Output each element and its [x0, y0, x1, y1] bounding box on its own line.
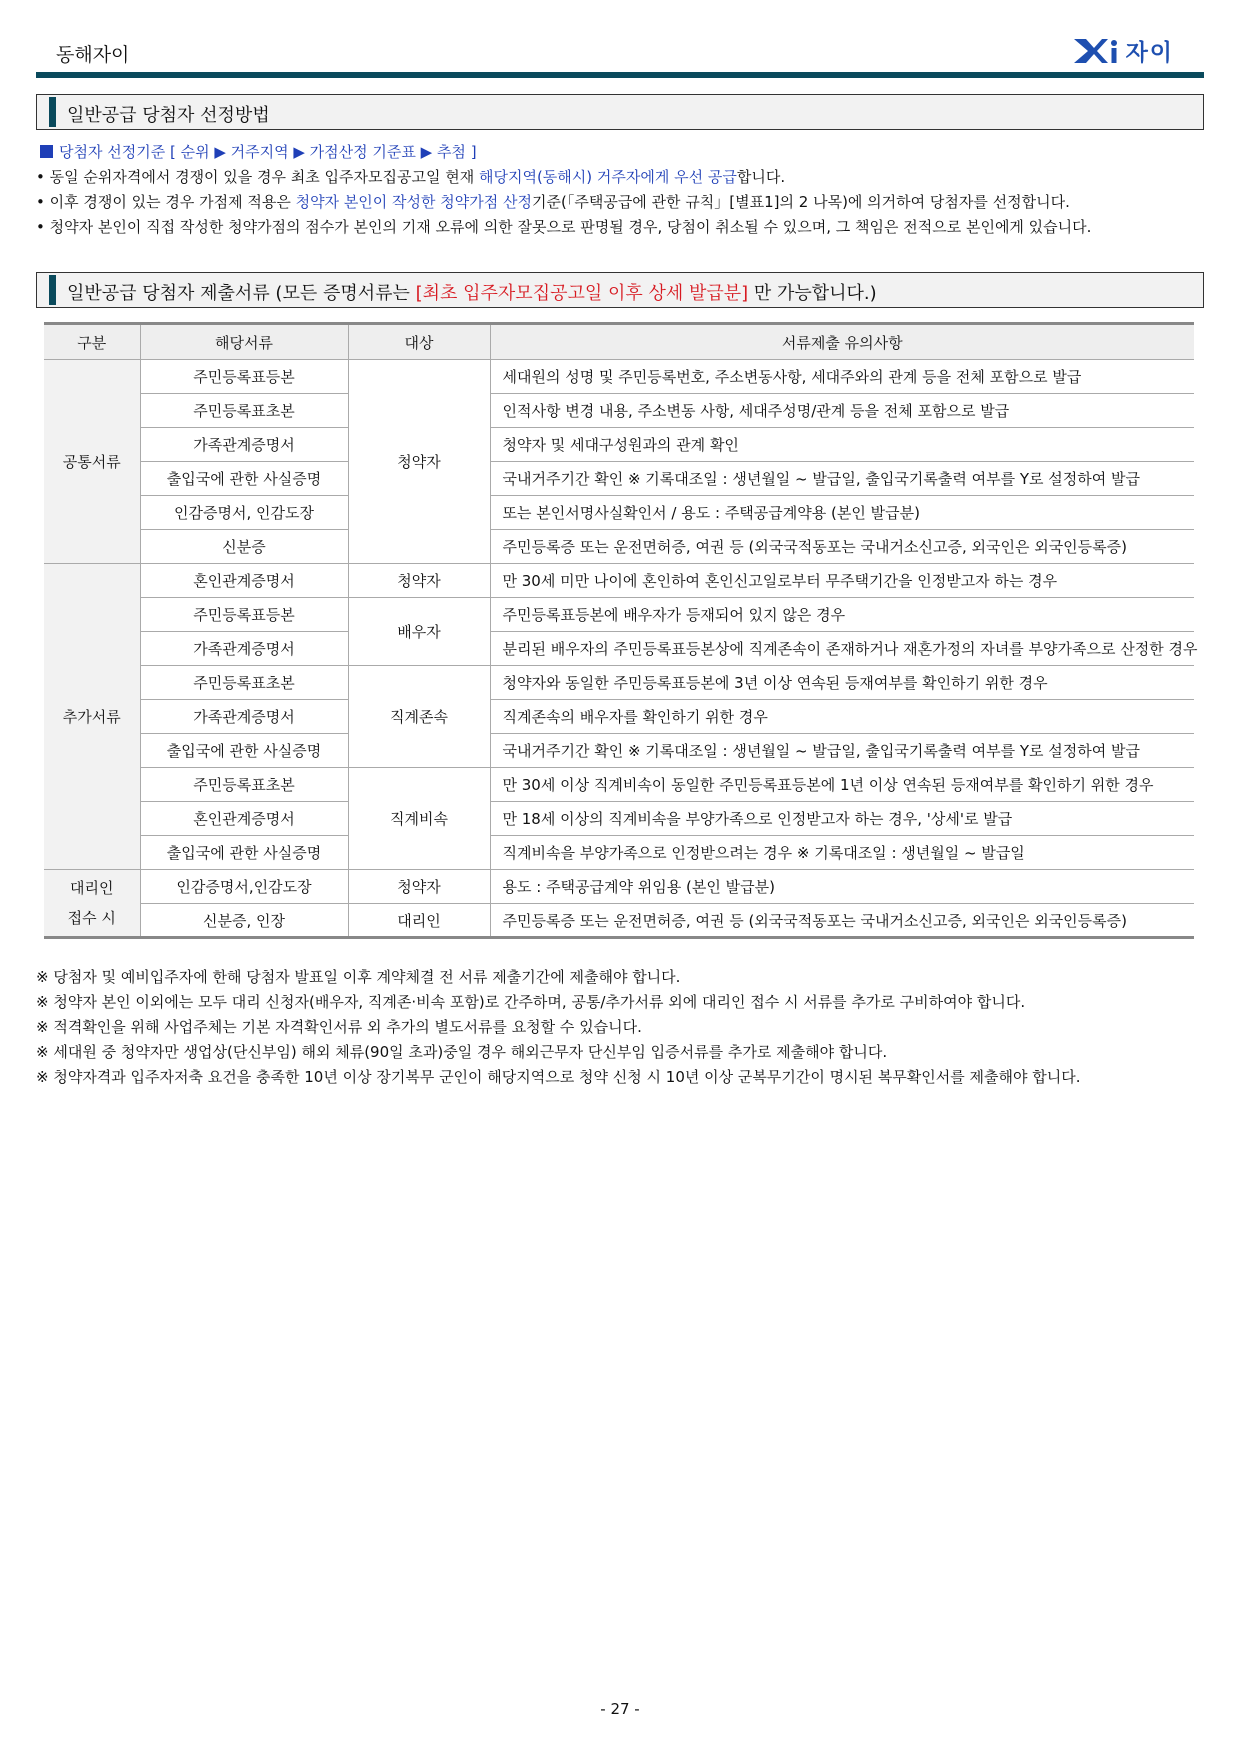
square-bullet-icon	[40, 145, 53, 158]
table-row	[44, 598, 1194, 632]
criteria-line: 당첨자 선정기준 [ 순위 ▶ 거주지역 ▶ 가점산정 기준표 ▶ 추첨 ]	[36, 140, 1216, 165]
brand-logo	[1072, 32, 1174, 68]
document-cell: 출입국에 관한 사실증명	[140, 734, 348, 768]
table-row	[44, 394, 1194, 428]
document-cell: 주민등록표초본	[140, 666, 348, 700]
section-heading-documents	[36, 272, 1204, 308]
section-heading-selection	[36, 94, 1204, 130]
note-cell: 직계존속의 배우자를 확인하기 위한 경우	[490, 700, 1194, 734]
table-row	[44, 530, 1194, 564]
footnote-line: ※ 청약자격과 입주자저축 요건을 충족한 10년 이상 장기복무 군인이 해당지역으로 청약 신청 시 10년 이상 군복무기간이 명시된 복무확인서를 제출해야 합니다.	[36, 1068, 1081, 1086]
document-cell: 신분증, 인장	[140, 904, 348, 938]
selection-criteria-text	[36, 140, 1216, 240]
table-row	[44, 360, 1194, 394]
bullet-line: • 이후 경쟁이 있는 경우 가점제 적용은 청약자 본인이 작성한 청약가점 산정기준(「주택공급에 관한 규칙」[별표1]의 2 나목)에 의거하여 당첨자를 선정합니다.	[36, 193, 1070, 211]
note-cell: 용도 : 주택공급계약 위임용 (본인 발급분)	[490, 870, 1194, 904]
document-cell: 주민등록표등본	[140, 598, 348, 632]
footnote-line: ※ 세대원 중 청약자만 생업상(단신부임) 해외 체류(90일 초과)중일 경우 해외근무자 단신부임 입증서류를 추가로 제출해야 합니다.	[36, 1043, 888, 1061]
column-header: 대상	[348, 324, 490, 360]
document-cell: 인감증명서,인감도장	[140, 870, 348, 904]
target-cell: 직계비속	[348, 768, 490, 870]
target-cell: 대리인	[348, 904, 490, 938]
note-cell: 주민등록증 또는 운전면허증, 여권 등 (외국국적동포는 국내거소신고증, 외국인은 외국인등록증)	[490, 904, 1194, 938]
table-row	[44, 462, 1194, 496]
document-cell: 인감증명서, 인감도장	[140, 496, 348, 530]
note-cell: 세대원의 성명 및 주민등록번호, 주소변동사항, 세대주와의 관계 등을 전체 포함으로 발급	[490, 360, 1194, 394]
target-cell: 청약자	[348, 360, 490, 564]
section-title: 일반공급 당첨자 제출서류 (모든 증명서류는 [최초 입주자모집공고일 이후 상세 발급분] 만 가능합니다.)	[67, 283, 877, 304]
table-row	[44, 428, 1194, 462]
note-cell: 청약자 및 세대구성원과의 관계 확인	[490, 428, 1194, 462]
column-header: 서류제출 유의사항	[490, 324, 1194, 360]
target-cell: 직계존속	[348, 666, 490, 768]
document-cell: 가족관계증명서	[140, 428, 348, 462]
document-cell: 출입국에 관한 사실증명	[140, 836, 348, 870]
page-number: - 27 -	[600, 1700, 640, 1718]
group-cell: 공통서류	[44, 360, 140, 564]
note-cell: 국내거주기간 확인 ※ 기록대조일 : 생년월일 ~ 발급일, 출입국기록출력 여부를 Y로 설정하여 발급	[490, 462, 1194, 496]
table-row	[44, 870, 1194, 904]
note-cell: 만 30세 미만 나이에 혼인하여 혼인신고일로부터 무주택기간을 인정받고자 하는 경우	[490, 564, 1194, 598]
target-cell: 배우자	[348, 598, 490, 666]
document-cell: 가족관계증명서	[140, 700, 348, 734]
footnote-line: ※ 적격확인을 위해 사업주체는 기본 자격확인서류 외 추가의 별도서류를 요청할 수 있습니다.	[36, 1018, 642, 1036]
table-row	[44, 564, 1194, 598]
document-cell: 주민등록표초본	[140, 768, 348, 802]
note-cell: 분리된 배우자의 주민등록표등본상에 직계존속이 존재하거나 재혼가정의 자녀를 부양가족으로 산정한 경우	[490, 632, 1194, 666]
section-marker	[49, 275, 56, 305]
section-title: 일반공급 당첨자 선정방법	[67, 105, 270, 126]
page-header	[36, 30, 1204, 74]
document-title: 동해자이	[56, 44, 130, 66]
table-header-row	[44, 324, 1194, 360]
table-row	[44, 666, 1194, 700]
table-row	[44, 768, 1194, 802]
note-cell: 국내거주기간 확인 ※ 기록대조일 : 생년월일 ~ 발급일, 출입국기록출력 여부를 Y로 설정하여 발급	[490, 734, 1194, 768]
note-cell: 직계비속을 부양가족으로 인정받으려는 경우 ※ 기록대조일 : 생년월일 ~ 발급일	[490, 836, 1194, 870]
table-row	[44, 496, 1194, 530]
group-cell: 추가서류	[44, 564, 140, 870]
document-cell: 혼인관계증명서	[140, 564, 348, 598]
target-cell: 청약자	[348, 870, 490, 904]
table-row	[44, 836, 1194, 870]
footnote-line: ※ 당첨자 및 예비입주자에 한해 당첨자 발표일 이후 계약체결 전 서류 제출기간에 제출해야 합니다.	[36, 968, 681, 986]
table-row	[44, 700, 1194, 734]
target-cell: 청약자	[348, 564, 490, 598]
document-cell: 주민등록표등본	[140, 360, 348, 394]
note-cell: 만 30세 이상 직계비속이 동일한 주민등록표등본에 1년 이상 연속된 등재여부를 확인하기 위한 경우	[490, 768, 1194, 802]
document-cell: 가족관계증명서	[140, 632, 348, 666]
note-cell: 인적사항 변경 내용, 주소변동 사항, 세대주성명/관계 등을 전체 포함으로 발급	[490, 394, 1194, 428]
note-cell: 청약자와 동일한 주민등록표등본에 3년 이상 연속된 등재여부를 확인하기 위한 경우	[490, 666, 1194, 700]
footnote-line: ※ 청약자 본인 이외에는 모두 대리 신청자(배우자, 직계존·비속 포함)로 간주하며, 공통/추가서류 외에 대리인 접수 시 서류를 추가로 구비하여야 합니다.	[36, 993, 1026, 1011]
bullet-line: • 청약자 본인이 직접 작성한 청약가점의 점수가 본인의 기재 오류에 의한 잘못으로 판명될 경우, 당첨이 취소될 수 있으며, 그 책임은 전적으로 본인에게 있습니다.	[36, 218, 1092, 236]
note-cell: 또는 본인서명사실확인서 / 용도 : 주택공급계약용 (본인 발급분)	[490, 496, 1194, 530]
column-header: 구분	[44, 324, 140, 360]
table-row	[44, 802, 1194, 836]
header-divider-bar	[36, 72, 1204, 78]
xi-logo-icon	[1072, 35, 1122, 65]
table-row	[44, 632, 1194, 666]
document-cell: 출입국에 관한 사실증명	[140, 462, 348, 496]
document-cell: 주민등록표초본	[140, 394, 348, 428]
document-cell: 신분증	[140, 530, 348, 564]
footnotes	[36, 965, 1216, 1090]
group-cell: 대리인 접수 시	[44, 870, 140, 938]
document-cell: 혼인관계증명서	[140, 802, 348, 836]
column-header: 해당서류	[140, 324, 348, 360]
note-cell: 만 18세 이상의 직계비속을 부양가족으로 인정받고자 하는 경우, '상세'로 발급	[490, 802, 1194, 836]
note-cell: 주민등록표등본에 배우자가 등재되어 있지 않은 경우	[490, 598, 1194, 632]
logo-text: 자이	[1125, 39, 1174, 66]
table-row	[44, 904, 1194, 938]
note-cell: 주민등록증 또는 운전면허증, 여권 등 (외국국적동포는 국내거소신고증, 외국인은 외국인등록증)	[490, 530, 1194, 564]
required-documents-table	[44, 322, 1198, 939]
table-row	[44, 734, 1194, 768]
bullet-line: • 동일 순위자격에서 경쟁이 있을 경우 최초 입주자모집공고일 현재 해당지역(동해시) 거주자에게 우선 공급합니다.	[36, 168, 786, 186]
section-marker	[49, 97, 56, 127]
